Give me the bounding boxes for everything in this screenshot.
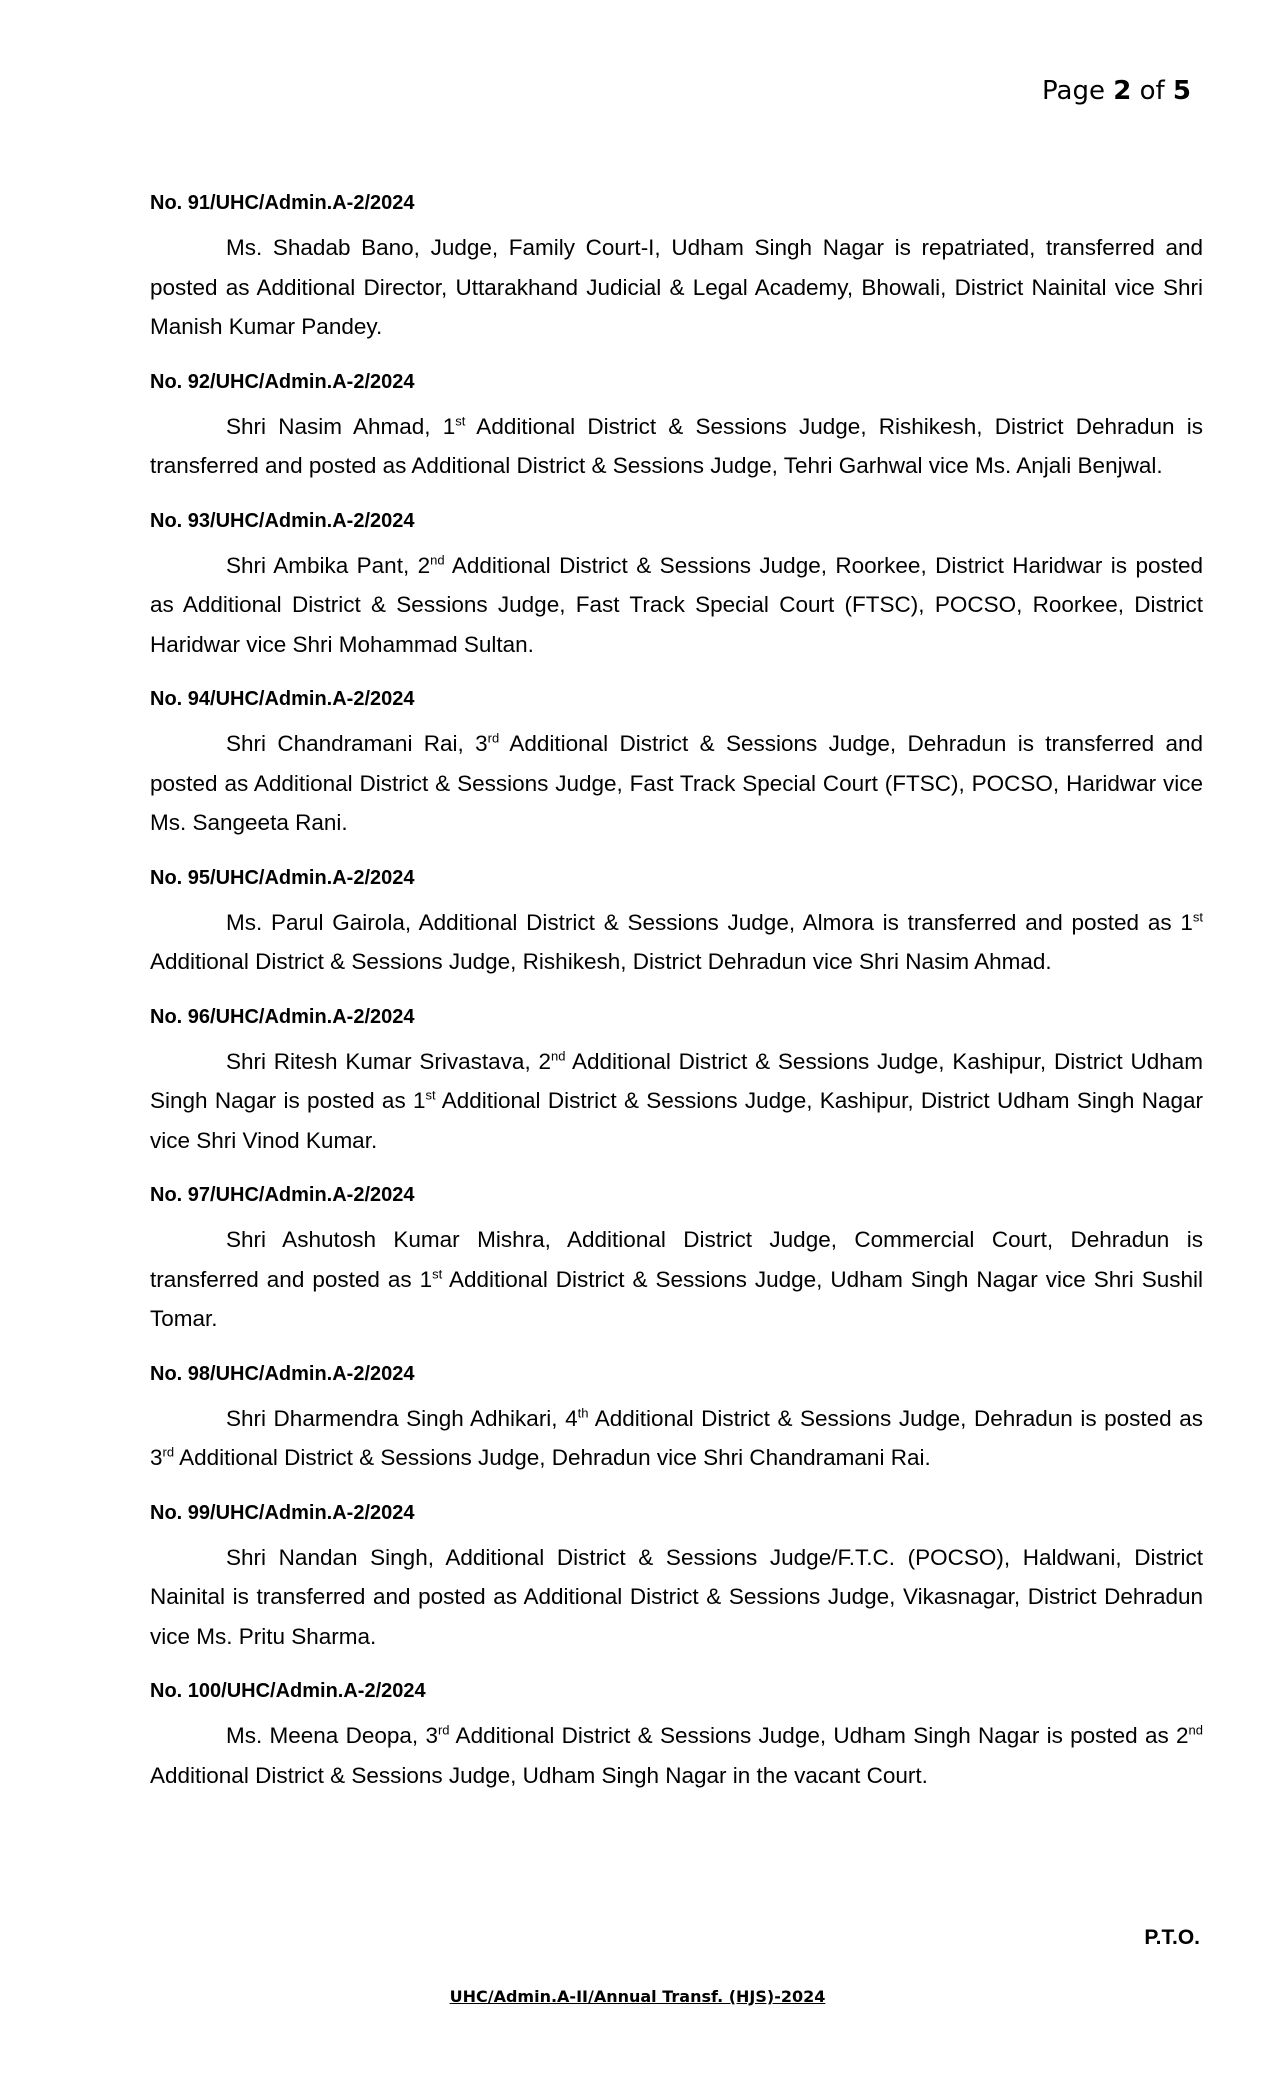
order-text-segment: Shri Nandan Singh, Additional District & Sessions Judge/F.T.C. (POCSO), Haldwani, District Nainital is transferred and posted as Additional District & Sessions Judge, Vikasnagar, District Dehradun vice Ms. Pritu Sharma.: [150, 1544, 1203, 1649]
pto-label: P.T.O.: [1144, 1926, 1200, 1949]
order-text-segment: Additional District & Sessions Judge, Kashipur, District Udham Singh Nagar is posted as 1: [150, 1048, 1203, 1113]
order-number: No. 99/UHC/Admin.A-2/2024: [150, 1501, 415, 1524]
order-text: [150, 1220, 1203, 1339]
order-number: No. 94/UHC/Admin.A-2/2024: [150, 688, 415, 710]
order-entry: [150, 684, 1203, 843]
order-text-segment: Shri Ambika Pant, 2: [226, 552, 431, 578]
ordinal-suffix: rd: [162, 1444, 175, 1460]
ordinal-suffix: st: [432, 1266, 443, 1281]
order-text-segment: Additional District & Sessions Judge, Dehradun is transferred and posted as Additional District & Sessions Judge, Fast Track Special Court (FTSC), POCSO, Haridwar vice Ms. Sangeeta Rani.: [150, 731, 1203, 835]
order-text-segment: Additional District & Sessions Judge, Rishikesh, District Dehradun is transferred and posted as Additional District & Sessions Judge, Tehri Garhwal vice Ms. Anjali Benjwal.: [150, 413, 1203, 478]
ordinal-suffix: st: [455, 413, 466, 428]
order-entry: [150, 1002, 1203, 1161]
page-total: 5: [1172, 76, 1191, 106]
order-text-segment: Additional District & Sessions Judge, Dehradun vice Shri Chandramani Rai.: [174, 1445, 931, 1470]
order-text: [150, 546, 1203, 665]
order-number: No. 100/UHC/Admin.A-2/2024: [150, 1680, 426, 1702]
order-text-segment: Shri Ritesh Kumar Srivastava, 2: [226, 1048, 551, 1074]
order-number: No. 96/UHC/Admin.A-2/2024: [150, 1005, 415, 1028]
ordinal-suffix: st: [1192, 909, 1203, 924]
order-entry: [150, 1498, 1203, 1657]
order-entry: [150, 188, 1203, 347]
ordinal-suffix: rd: [437, 1722, 450, 1738]
order-entry: [150, 863, 1203, 982]
order-entry: [150, 1359, 1203, 1478]
order-number: No. 95/UHC/Admin.A-2/2024: [150, 866, 415, 889]
order-text-segment: Additional District & Sessions Judge, Rishikesh, District Dehradun vice Shri Nasim Ahmad.: [150, 949, 1052, 974]
order-text-segment: Shri Chandramani Rai, 3: [226, 731, 488, 756]
ordinal-suffix: nd: [1188, 1722, 1203, 1738]
order-entry: [150, 367, 1203, 486]
order-text: [150, 407, 1203, 486]
order-number: No. 93/UHC/Admin.A-2/2024: [150, 509, 415, 532]
order-text: [150, 1399, 1203, 1478]
order-text-segment: Additional District & Sessions Judge, Udham Singh Nagar in the vacant Court.: [150, 1762, 928, 1788]
ordinal-suffix: nd: [430, 552, 445, 567]
order-text-segment: Shri Dharmendra Singh Adhikari, 4: [226, 1405, 578, 1431]
order-entry: [150, 1180, 1203, 1339]
order-text: [150, 903, 1203, 982]
ordinal-suffix: st: [425, 1087, 436, 1103]
order-text: [150, 1716, 1203, 1795]
order-text-segment: Additional District & Sessions Judge, Roorkee, District Haridwar is posted as Additional District & Sessions Judge, Fast Track Special Court (FTSC), POCSO, Roorkee, District Haridwar vice Shri Mohammad Sultan.: [150, 552, 1203, 657]
order-number: No. 97/UHC/Admin.A-2/2024: [150, 1184, 415, 1206]
order-text-segment: Additional District & Sessions Judge, Dehradun is posted as 3: [150, 1405, 1203, 1470]
order-text: [150, 1538, 1203, 1657]
page-label: Page: [1042, 76, 1105, 106]
order-text: [150, 228, 1203, 347]
order-text-segment: Additional District & Sessions Judge, Udham Singh Nagar is posted as 2: [449, 1723, 1189, 1748]
order-number: No. 91/UHC/Admin.A-2/2024: [150, 192, 415, 214]
order-entry: [150, 506, 1203, 665]
order-text: [150, 724, 1203, 843]
order-text-segment: Ms. Shadab Bano, Judge, Family Court-I, Udham Singh Nagar is repatriated, transferred and posted as Additional Director, Uttarakhand Judicial & Legal Academy, Bhowali, District Nainital vice Shri Manish Kumar Pandey.: [150, 235, 1203, 339]
order-text-segment: Additional District & Sessions Judge, Udham Singh Nagar vice Shri Sushil Tomar.: [150, 1266, 1203, 1331]
page-number: [1042, 76, 1191, 106]
order-number: No. 92/UHC/Admin.A-2/2024: [150, 370, 415, 393]
order-text-segment: Ms. Parul Gairola, Additional District & Sessions Judge, Almora is transferred and posted as 1: [226, 909, 1193, 935]
page-of: of: [1139, 76, 1165, 106]
footer-reference: UHC/Admin.A-II/Annual Transf. (HJS)-2024: [449, 1987, 826, 2006]
order-number: No. 98/UHC/Admin.A-2/2024: [150, 1362, 415, 1385]
ordinal-suffix: nd: [551, 1048, 566, 1063]
order-text-segment: Shri Nasim Ahmad, 1: [226, 413, 456, 439]
page-current: 2: [1113, 76, 1132, 106]
ordinal-suffix: th: [577, 1405, 589, 1420]
order-entry: [150, 1676, 1203, 1795]
order-text-segment: Ms. Meena Deopa, 3: [226, 1723, 438, 1748]
order-text: [150, 1042, 1203, 1161]
ordinal-suffix: rd: [487, 730, 500, 746]
order-text-segment: Additional District & Sessions Judge, Kashipur, District Udham Singh Nagar vice Shri Vinod Kumar.: [150, 1088, 1203, 1153]
orders-list: [150, 188, 1203, 1815]
order-text-segment: Shri Ashutosh Kumar Mishra, Additional District Judge, Commercial Court, Dehradun is transferred and posted as 1: [150, 1227, 1203, 1292]
